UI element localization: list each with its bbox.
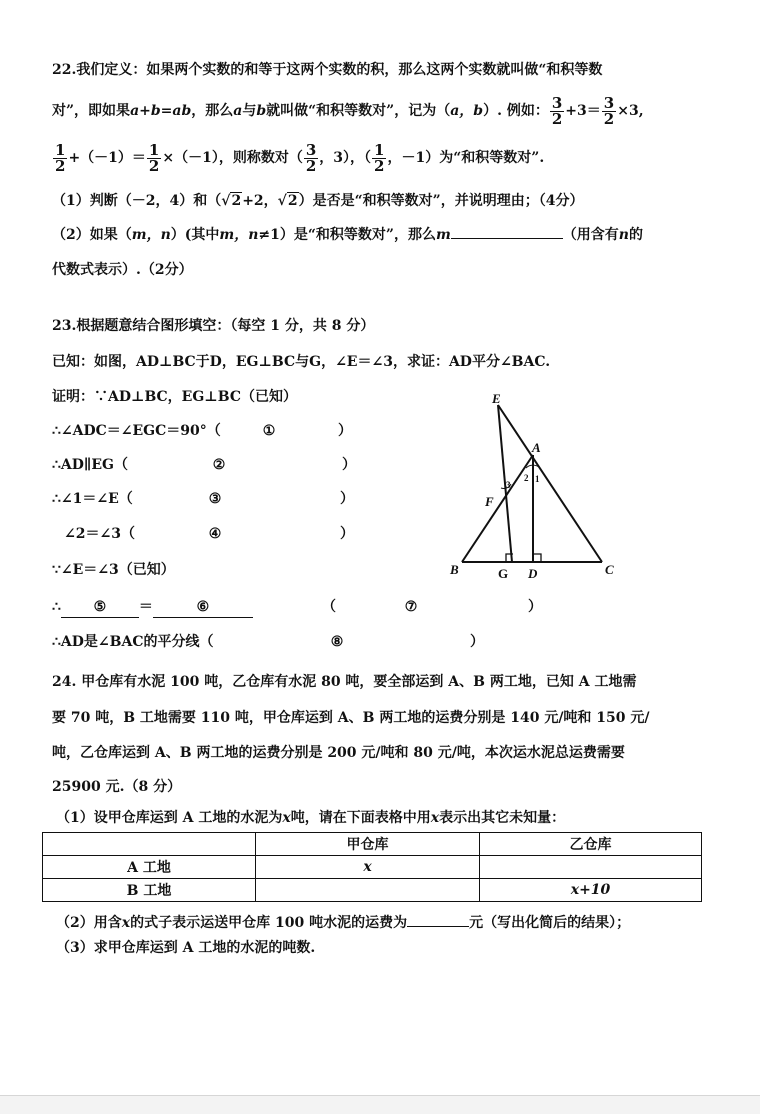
- q24-p1b: 吨，请在下面表格中用: [290, 810, 431, 826]
- table-header-row: [43, 833, 702, 856]
- sqrt-2: √2: [221, 193, 242, 209]
- q22-p2g: （用含有: [562, 227, 619, 243]
- q22-p2b: m，n: [131, 227, 171, 243]
- frac-num: 1: [148, 140, 160, 159]
- q23-given-text: 已知：如图，AD⊥BC于D，EG⊥BC与G，∠E＝∠3，求证：AD平分∠BAC.: [52, 354, 551, 370]
- q22-text-3b: ×（－1），则称数对（: [162, 150, 303, 166]
- frac-num: 1: [374, 140, 385, 159]
- angle-label-2: 2: [524, 473, 529, 483]
- angle-label-1: 1: [535, 474, 540, 484]
- rparen-1: ）: [338, 423, 352, 439]
- q23-title-text: 23.根据题意结合图形填空：（每空 1 分，共 8 分）: [52, 318, 375, 334]
- shipment-table: [42, 832, 702, 902]
- q24-line-1: [52, 672, 637, 692]
- q22-p2e: ≠1）是“和积等数对”，那么: [258, 227, 436, 243]
- q23-title: [52, 316, 374, 336]
- q23-s3: ∴∠1＝∠E（: [52, 491, 133, 507]
- label-F: F: [485, 494, 494, 509]
- q24-text-1: 24. 甲仓库有水泥 100 吨，乙仓库有水泥 80 吨，要全部运到 A、B 两工地，已知 A 工地需: [52, 674, 637, 690]
- q24-line-2: [52, 708, 650, 728]
- label-E: E: [492, 391, 501, 406]
- blank-2-marker[interactable]: ②: [212, 457, 226, 473]
- sqrt-2-b: √2: [277, 193, 298, 209]
- q22-p2f: m: [435, 227, 451, 243]
- q24-part-2: [56, 913, 630, 933]
- q23-step-5: [52, 560, 175, 580]
- q24-p2b: 的式子表示运送甲仓库 100 吨水泥的运费为: [130, 915, 408, 931]
- q23-step-6: [52, 597, 253, 618]
- frac-den: 2: [148, 156, 160, 175]
- q24-p1a: （1）设甲仓库运到 A 工地的水泥为: [56, 810, 283, 826]
- q22-text-2i: ）. 例如：: [483, 103, 549, 119]
- table-cell[interactable]: [256, 879, 480, 902]
- q22-text-3c: ，3），（: [319, 150, 372, 166]
- q23-s6a: ∴: [52, 599, 61, 615]
- blank-1-marker[interactable]: ①: [262, 423, 276, 439]
- q22-p2a: （2）如果（: [52, 227, 132, 243]
- frac-num: 1: [55, 140, 66, 159]
- table-cell[interactable]: x: [256, 856, 480, 879]
- q22-text-3d: ，－1）为“和积等数对”.: [387, 150, 545, 166]
- frac-num: 3: [305, 140, 317, 159]
- rparen-7: ）: [528, 599, 542, 615]
- q22-eq: a+b=ab: [130, 103, 192, 119]
- fraction-1-2-c: [372, 140, 386, 175]
- frac-den: 2: [551, 109, 563, 128]
- q24-var-x-2: x: [430, 810, 440, 826]
- q22-var-b: b: [256, 103, 267, 119]
- q22-p2j: 代数式表示）.（2分）: [52, 262, 193, 278]
- fraction-3-2: [550, 93, 564, 128]
- answer-blank-6[interactable]: [153, 597, 253, 618]
- label-A: A: [532, 440, 541, 455]
- q24-text-4: 25900 元.（8 分）: [52, 779, 182, 795]
- table-cell[interactable]: x+10: [480, 879, 702, 902]
- q22-part-1: [52, 191, 583, 211]
- q23-s5: ∵∠E＝∠3（已知）: [52, 562, 175, 578]
- right-angle-D: [533, 554, 541, 562]
- q22-pair-ab: a，b: [450, 103, 484, 119]
- q23-step-1: [52, 421, 221, 441]
- table-row: [43, 879, 702, 902]
- q23-proof: [52, 387, 297, 407]
- blank-5-marker: ⑤: [93, 599, 107, 615]
- blank-7-marker[interactable]: ⑦: [404, 599, 418, 615]
- q22-line-3: [52, 141, 544, 175]
- bottom-edge-bar: [0, 1095, 760, 1114]
- q23-s1: ∴∠ADC＝∠EGC＝90°（: [52, 423, 221, 439]
- q22-part-2: [52, 225, 643, 245]
- q22-var-a: a: [233, 103, 243, 119]
- frac-num: 3: [551, 93, 563, 112]
- frac-den: 2: [55, 156, 66, 175]
- q24-text-3: 吨，乙仓库运到 A、B 两工地的运费分别是 200 元/吨和 80 元/吨，本次运水泥总运费需要: [52, 745, 625, 761]
- q22-p2c: ）(其中: [170, 227, 220, 243]
- q23-s7: ∴AD是∠BAC的平分线（: [52, 634, 214, 650]
- rparen-8: ）: [470, 634, 484, 650]
- label-C: C: [605, 562, 614, 577]
- q22-text-3a: +（－1）＝: [68, 150, 146, 166]
- q22-text-1: 22.我们定义：如果两个实数的和等于这两个实数的积，那么这两个实数就叫做“和积等数: [52, 62, 603, 78]
- q22-line-2: [52, 94, 644, 128]
- q24-part-1: [56, 808, 565, 828]
- angle-label-3: 3: [506, 480, 511, 490]
- label-B: B: [450, 562, 459, 577]
- q22-p2i: 的: [628, 227, 643, 243]
- rparen-2: ）: [342, 457, 356, 473]
- q22-text-2j: +3＝: [565, 103, 601, 119]
- q24-line-3: [52, 743, 625, 763]
- q22-p1b: +2，: [242, 193, 278, 209]
- blank-8-marker[interactable]: ⑧: [330, 634, 344, 650]
- table-row: [43, 856, 702, 879]
- blank-6-marker: ⑥: [196, 599, 210, 615]
- frac-den: 2: [603, 109, 615, 128]
- q23-given: [52, 352, 550, 372]
- q24-p3: （3）求甲仓库运到 A 工地的水泥的吨数.: [56, 940, 316, 956]
- answer-blank-m[interactable]: [451, 238, 563, 239]
- fraction-1-2: [53, 140, 67, 175]
- label-G: G: [498, 566, 509, 581]
- rparen-3: ）: [340, 491, 354, 507]
- q22-p2d: m，n: [219, 227, 259, 243]
- q22-text-2a: 对”，即如果: [52, 103, 131, 119]
- q24-part-3: [56, 938, 315, 958]
- q22-text-2e: 与: [242, 103, 257, 119]
- table-cell: A 工地: [43, 856, 256, 879]
- fraction-3-2-b: [602, 93, 616, 128]
- line-AB: [462, 455, 533, 562]
- q23-s4: ∠2＝∠3（: [64, 526, 135, 542]
- q23-step-2: [52, 455, 128, 475]
- frac-den: 2: [305, 156, 317, 175]
- fraction-3-2-c: [304, 140, 318, 175]
- q24-var-x: x: [282, 810, 291, 826]
- table-cell[interactable]: [480, 856, 702, 879]
- q22-text-2g: 就叫做“和积等数对”，记为（: [266, 103, 451, 119]
- q22-text-2c: ，那么: [191, 103, 234, 119]
- q22-line-1: [52, 60, 602, 80]
- q22-p1c: ）是否是“和积等数对”，并说明理由；（4分）: [298, 193, 584, 209]
- blank-3-marker[interactable]: ③: [208, 491, 222, 507]
- sqrt-radicand: 2: [231, 193, 242, 209]
- answer-blank-5[interactable]: [61, 597, 139, 618]
- lparen-7: （: [322, 599, 336, 615]
- q24-var-x-3: x: [121, 915, 131, 931]
- q24-p2a: （2）用含: [56, 915, 122, 931]
- frac-num: 3: [603, 93, 615, 112]
- answer-blank-cost[interactable]: [407, 926, 469, 927]
- frac-den: 2: [374, 156, 385, 175]
- q23-s6b: ＝: [138, 599, 153, 615]
- q22-p1a: （1）判断（－2，4）和（: [52, 193, 222, 209]
- fraction-1-2-b: [147, 140, 161, 175]
- table-cell: B 工地: [43, 879, 256, 902]
- table-header-cell: 甲仓库: [256, 833, 480, 856]
- blank-4-marker[interactable]: ④: [208, 526, 222, 542]
- q23-step-3: [52, 489, 133, 509]
- sqrt-radicand: 2: [287, 193, 298, 209]
- table-header-cell: 乙仓库: [480, 833, 702, 856]
- q22-part-2-cont: [52, 260, 193, 280]
- q24-text-2: 要 70 吨，B 工地需要 110 吨，甲仓库运到 A、B 两工地的运费分别是 140 元/吨和 150 元/: [52, 710, 650, 726]
- q24-p2c: 元（写出化简后的结果）；: [469, 915, 631, 931]
- q23-proof-text: 证明：∵AD⊥BC，EG⊥BC（已知）: [52, 389, 297, 405]
- q24-p1c: 表示出其它未知量：: [439, 810, 566, 826]
- q23-step-4: [64, 524, 135, 544]
- q23-s2: ∴AD∥EG（: [52, 457, 128, 473]
- q22-text-2k: ×3,: [617, 103, 644, 119]
- q24-line-4: [52, 777, 181, 797]
- rparen-4: ）: [340, 526, 354, 542]
- triangle-figure: [440, 388, 630, 588]
- label-D: D: [528, 566, 538, 581]
- table-header-cell: [43, 833, 256, 856]
- q23-step-7: [52, 632, 213, 652]
- q22-p2h: n: [618, 227, 629, 243]
